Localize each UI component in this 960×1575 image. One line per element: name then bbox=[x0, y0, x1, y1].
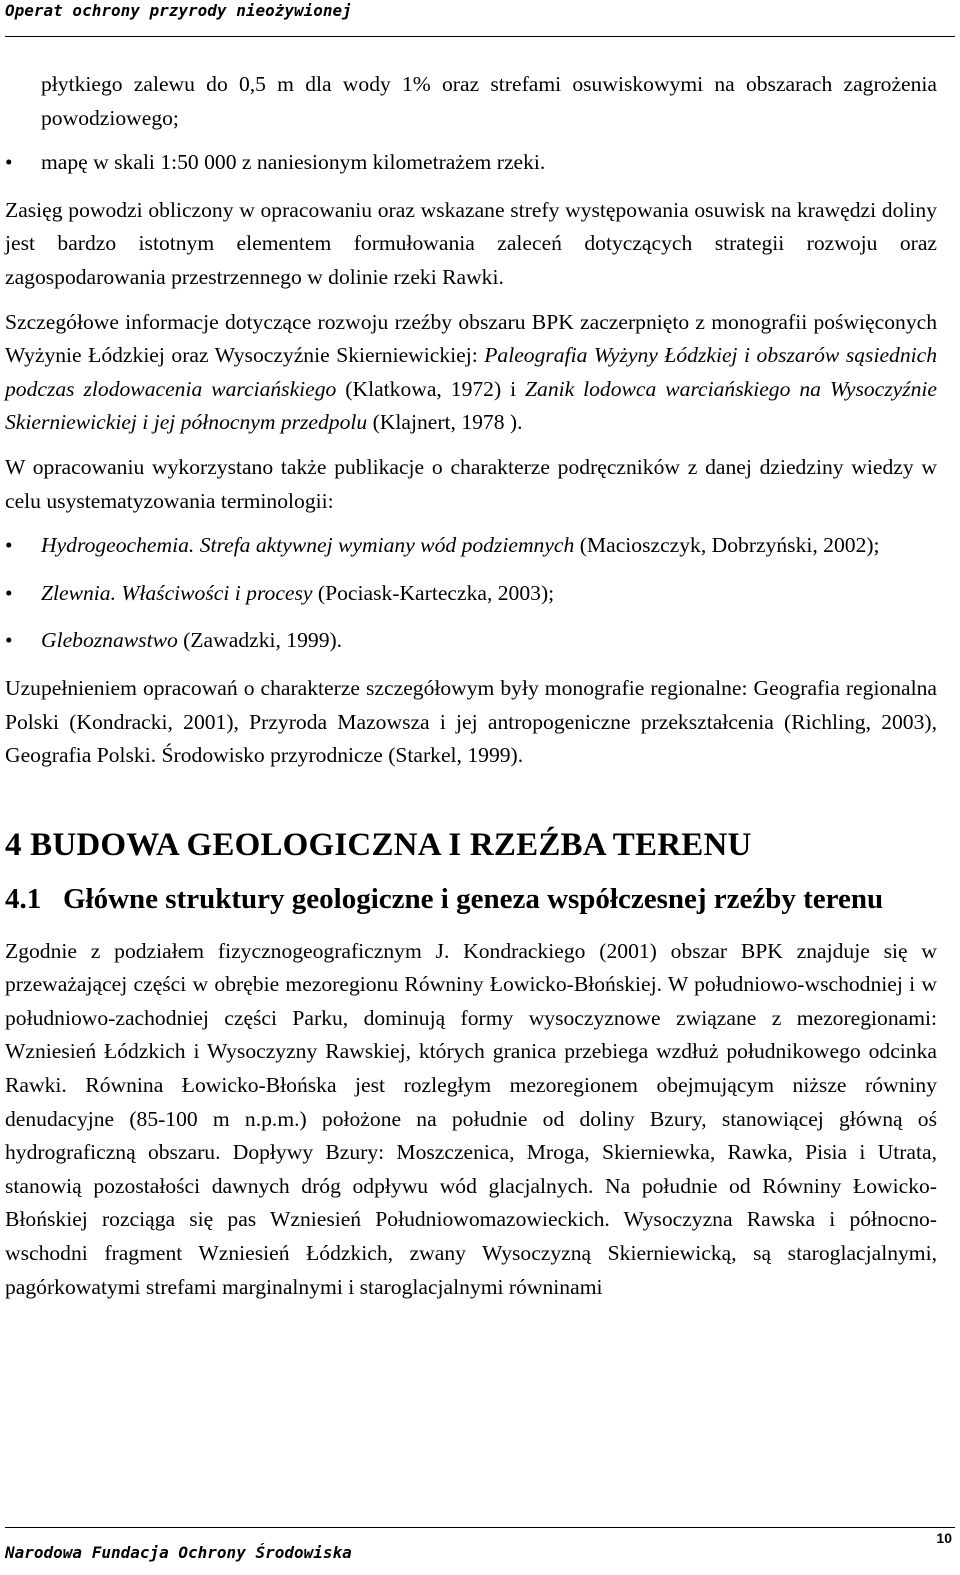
subsection-heading bbox=[5, 877, 937, 921]
page-number: 10 bbox=[936, 1530, 952, 1546]
bullet-icon: • bbox=[5, 580, 13, 605]
section-heading: 4 BUDOWA GEOLOGICZNA I RZEŹBA TERENU bbox=[5, 826, 752, 863]
reference-item bbox=[5, 624, 937, 658]
paragraph-text: (Klatkowa, 1972) i bbox=[336, 376, 526, 401]
reference-item bbox=[5, 529, 937, 563]
reference-title: Hydrogeochemia. Strefa aktywnej wymiany wód podziemnych bbox=[41, 533, 575, 558]
intro-bullet-list bbox=[5, 68, 937, 180]
list-item-text: płytkiego zalewu do 0,5 m dla wody 1% oraz strefami osuwiskowymi na obszarach zagrożenia powodziowego; bbox=[41, 72, 937, 130]
footer-divider bbox=[5, 1527, 955, 1528]
paragraph-text: (Klajnert, 1978 ). bbox=[367, 410, 523, 435]
reference-item bbox=[5, 577, 937, 611]
list-item bbox=[5, 146, 937, 180]
monograph-title: Paleografia Wyżyny Łódzkiej i obszarów sąsiednich podczas zlodowacenia warciańskiego bbox=[5, 343, 937, 401]
bullet-icon: • bbox=[5, 628, 13, 653]
references-list bbox=[5, 529, 937, 658]
subsection-title: Główne struktury geologiczne i geneza współczesnej rzeźby terenu bbox=[63, 882, 884, 915]
bullet-icon: • bbox=[5, 150, 13, 175]
subsection-number: 4.1 bbox=[5, 882, 42, 915]
bullet-icon: • bbox=[5, 533, 13, 558]
paragraph-textbooks: W opracowaniu wykorzystano także publikacje o charakterze podręczników z danej dziedziny wiedzy w celu usystematyzowania terminologii: bbox=[5, 454, 937, 513]
paragraph-monographs bbox=[5, 306, 937, 440]
reference-title: Zlewnia. Właściwości i procesy bbox=[41, 580, 313, 605]
reference-title: Gleboznawstwo bbox=[41, 628, 178, 653]
monograph-title: Zanik lodowca warciańskiego na Wysoczyźnie Skierniewickiej i jej północnym przedpolu bbox=[5, 376, 937, 435]
footer-organization: Narodowa Fundacja Ochrony Środowiska bbox=[5, 1543, 352, 1562]
paragraph-physiography: Zgodnie z podziałem fizycznogeograficznym J. Kondrackiego (2001) obszar BPK znajduje się w przeważającej części w obrębie mezoregionu Równiny Łowicko-Błońskiej. W południowo-wschodniej i w południowo-zachodniej części Parku, dominują formy wysoczyznowe związane z mezoregionami: Wzniesień Łódzkich i Wysoczyzny Rawskiej, których granica przebiega wzdłuż południkowego odcinka Rawki. Równina Łowicko-Błońska jest rozległym mezoregionem obejmującym niższe równiny denudacyjne (85-100 m n.p.m.) położone na południe od doliny Bzury, stanowiącej główną oś hydrograficzną obszaru. Dopływy Bzury: Moszczenica, Mroga, Skierniewka, Rawka, Pisia i Utrata, stanowią pozostałości dawnych dróg odpływu wód glacjalnych. Na południe od Równiny Łowicko-Błońskiej rozciąga się pas Wzniesień Południowomazowieckich. Wysoczyzna Rawska i północno-wschodni fragment Wzniesień Łódzkich, zwany Wysoczyzną Skierniewicką, są staroglacjalnymi, pagórkowatymi strefami marginalnymi i staroglacjalnymi równinami bbox=[5, 938, 937, 1299]
header-divider bbox=[5, 36, 955, 37]
running-header: Operat ochrony przyrody nieożywionej bbox=[5, 1, 352, 20]
paragraph-text: Szczegółowe informacje dotyczące rozwoju rzeźby obszaru BPK zaczerpnięto z monografii poświęconych Wyżynie Łódzkiej oraz Wysoczyźnie Skierniewickiej: bbox=[5, 309, 937, 368]
document-body bbox=[5, 68, 937, 1315]
reference-citation: (Pociask-Karteczka, 2003); bbox=[312, 580, 555, 605]
list-item bbox=[5, 68, 937, 135]
paragraph-regional-monographs: Uzupełnieniem opracowań o charakterze szczegółowym były monografie regionalne: Geografia regionalna Polski (Kondracki, 2001), Przyroda Mazowsza i jej antropogeniczne przekształcenia (Richling, 2003), Geografia Polski. Środowisko przyrodnicze (Starkel, 1999). bbox=[5, 675, 937, 768]
reference-citation: (Macioszczyk, Dobrzyński, 2002); bbox=[574, 533, 880, 558]
list-item-text: mapę w skali 1:50 000 z naniesionym kilometrażem rzeki. bbox=[41, 150, 546, 175]
reference-citation: (Zawadzki, 1999). bbox=[177, 628, 343, 653]
paragraph-flood-range: Zasięg powodzi obliczony w opracowaniu oraz wskazane strefy występowania osuwisk na krawędzi doliny jest bardzo istotnym elementem formułowania zaleceń dotyczących strategii rozwoju oraz zagospodarowania przestrzennego w dolinie rzeki Rawki. bbox=[5, 197, 937, 289]
